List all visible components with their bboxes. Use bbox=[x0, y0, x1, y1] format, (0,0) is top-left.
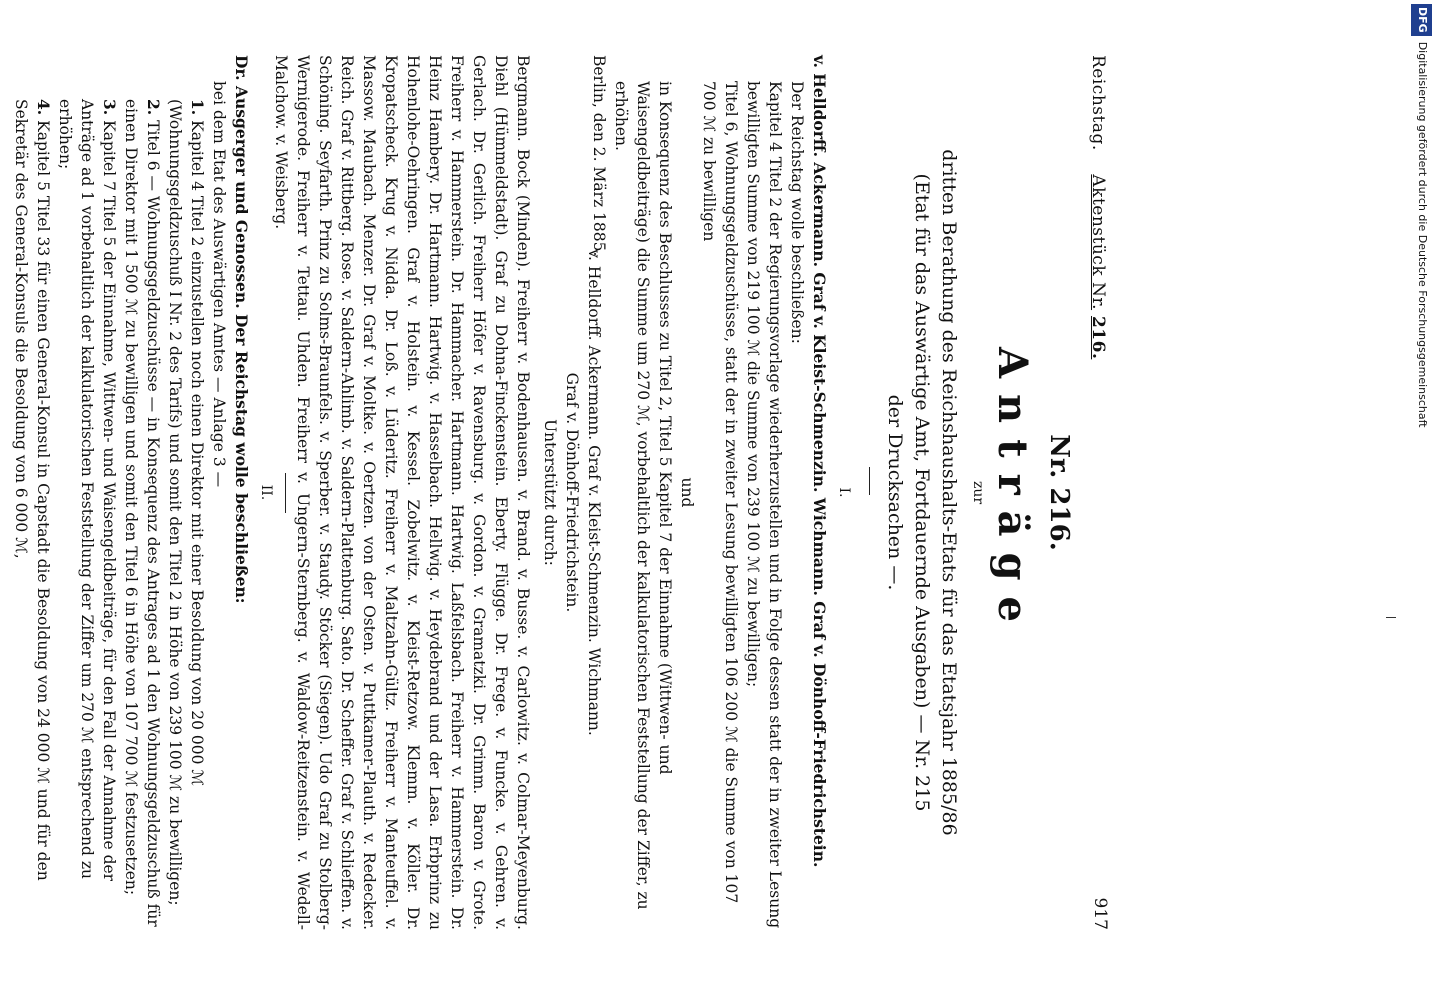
section-1-body bbox=[588, 55, 830, 930]
supported-by: Unterstützt durch: bbox=[541, 419, 559, 566]
divider-section bbox=[285, 473, 286, 513]
section-1-label: I. bbox=[836, 487, 852, 498]
document-subtitle bbox=[881, 55, 962, 930]
rotated-document bbox=[12, 55, 1110, 930]
section-2-movers: Dr. Ausgerger und Genossen. Der Reichstag wolle beschließen: bbox=[232, 55, 251, 604]
signature-line-2: Graf v. Dönhoff-Friedrichstein. bbox=[563, 372, 581, 613]
section-1-item-3: in Konsequenz des Beschlusses zu Titel 2, Titel 5 Kapitel 7 der Einnahme (Wittwen- und Waisengeldbeiträge) die Summe um 270 ℳ, vorbehaltlich der kalkulatorischen Feststellung der Ziffer, zu erhöhen. bbox=[612, 81, 674, 910]
section-2-body bbox=[10, 55, 252, 930]
section-2-intro: bei dem Etat des Auswärtigen Amtes — Anlage 3 — bbox=[210, 81, 228, 488]
document-number: Nr. 216. bbox=[1044, 434, 1074, 551]
supporters-list bbox=[270, 55, 534, 930]
section-1-intro: Der Reichstag wolle beschließen: bbox=[788, 81, 806, 344]
section-1-movers: v. Helldorff. Ackermann. Graf v. Kleist-Schmenzin. Wichmann. Graf v. Dönhoff-Friedrichstein. bbox=[810, 55, 829, 868]
header-aktenstueck-number: 216. bbox=[1088, 315, 1108, 360]
page-number: 917 bbox=[1090, 897, 1110, 930]
margin-mark bbox=[1386, 617, 1396, 618]
section-1-item-1: Kapitel 4 Titel 2 der Regierungsvorlage wiederherzustellen und in Folge dessen statt der in zweiter Lesung bewilligten Summe von 219 100 ℳ die Summe von 239 100 ℳ zu bewilligen; bbox=[744, 81, 784, 929]
running-header bbox=[1080, 55, 1110, 930]
section-2-item-3: 3. Kapitel 7 Titel 5 der Einnahme, Wittwen- und Waisengeldbeiträge, für den Fall der Annahme der Anträge ad 1 vorbehaltlich der kalkulatorischen Feststellung der Ziffer um 270 ℳ entsprechend zu erhöhen; bbox=[56, 99, 119, 882]
subtitle-line-1: dritten Berathung des Reichshaushalts-Etats für das Etatsjahr 1885/86 bbox=[938, 149, 960, 836]
digitization-sidebar bbox=[1411, 4, 1432, 1000]
section-1-date: Berlin, den 2. März 1885. bbox=[590, 55, 608, 257]
header-aktenstueck: Aktenstück Nr. bbox=[1088, 174, 1108, 311]
divider-short bbox=[869, 467, 870, 495]
sidebar-credit: Digitalisierung gefördert durch die Deutsche Forschungsgemeinschaft bbox=[1416, 41, 1429, 428]
subtitle-line-2: (Etat für das Auswärtige Amt, Fortdauernde Ausgaben) — Nr. 215 bbox=[911, 173, 933, 812]
section-2-item-2: 2. Titel 6 — Wohnungsgeldzuschüsse — in Konsequenz des Antrages ad 1 den Wohnungsgeldzuschuß für einen Direktor mit 1 500 ℳ zu bewilligen und somit den Titel 6 in Höhe von 107 700 ℳ festzusetzen; bbox=[122, 99, 163, 927]
heading-zur: zur bbox=[970, 480, 986, 505]
section-1-und: und bbox=[678, 477, 696, 508]
header-left bbox=[1088, 55, 1108, 359]
section-2-item-1: 1. Kapitel 4 Titel 2 einzustellen noch einen Direktor mit einer Besoldung von 20 000 ℳ (Wohnungsgeldzuschuß I Nr. 2 des Tarifs) und somit den Titel 2 in Höhe von 239 100 ℳ zu bewilligen; bbox=[166, 99, 207, 906]
dfg-logo: DFG bbox=[1411, 4, 1432, 36]
section-1-item-2: Titel 6, Wohnungsgeldzuschüsse, statt der in zweiter Lesung bewilligten 106 200 ℳ die Summe von 107 700 ℳ zu bewilligen bbox=[700, 81, 740, 904]
document-heading: Anträge bbox=[989, 346, 1036, 638]
signature-line-1: v. Helldorff. Ackermann. Graf v. Kleist-Schmenzin. Wichmann. bbox=[585, 249, 603, 736]
section-2-item-4: 4. Kapitel 5 Titel 33 für einen General-Konsul in Capstadt die Besoldung von 24 000 ℳ und für den Sekretär des General-Konsuls die Besoldung von 6 000 ℳ, bbox=[12, 99, 53, 881]
signatures bbox=[539, 55, 605, 930]
subtitle-line-3: der Drucksachen —. bbox=[884, 394, 906, 591]
supporters-text: Bergmann. Bock (Minden). Freiherr v. Bodenhausen. v. Brand. v. Busse. v. Carlowitz. v. Colmar-Meyenburg. Diehl (Hümmeldstadt). Graf zu Dohna-Finckenstein. Eberty. Flügge. Dr. Frege. v. Funcke. v. Gehren. v. Gerlach. Dr. Gerlich. Freiherr Höfer v. Ravensburg. v. Gordon. v. Gramatzki. Dr. Grimm. Baron v. Grote. Freiherr v. Hammerstein. Dr. Hammacher. Hartmann. Hartwig. Laßfelsbach. Freiherr v. Hammerstein. Dr. Heinz Hambery. Dr. Hartmann. Hartwig. v. Hasselbach. Hellwig. v. Heydebrand und der Lasa. Erbprinz zu Hohenlohe-Oehringen. Graf v. Holstein. v. Kessel. Zobelwitz. v. Kleist-Retzow. Klemm. v. Köller. Dr. Kropatscheck. Krug v. Nidda. Dr. Loß. v. Lüderitz. Freiherr v. Maltzahn-Gültz. Freiherr v. Manteuffel. v. Massow. Maubach. Menzer. Dr. Graf v. Moltke. v. Oertzen. von der Osten. v. Puttkamer-Plauth. v. Redecker. Reich. Graf v. Rittberg. Rose. v. Saldern-Ahlimb. v. Saldern-Plattenburg. Sato. Dr. Scheffer. Graf v. Schlieffen. v. Schöning. Seyfarth. Prinz zu Solms-Braunfels. v. Sperber. v. Staudy. Stöcker (Siegen). Udo Graf zu Stolberg-Wernigerode. Freiherr v. Tettau. Uhden. Freiherr v. Ungern-Sternberg. v. Waldow-Reitzenstein. v. Wedell-Malchow. v. Weisberg. bbox=[272, 55, 532, 930]
header-reichstag: Reichstag. bbox=[1088, 55, 1108, 151]
section-2-label: II. bbox=[258, 484, 274, 501]
sidebar-inner bbox=[1411, 4, 1432, 1000]
